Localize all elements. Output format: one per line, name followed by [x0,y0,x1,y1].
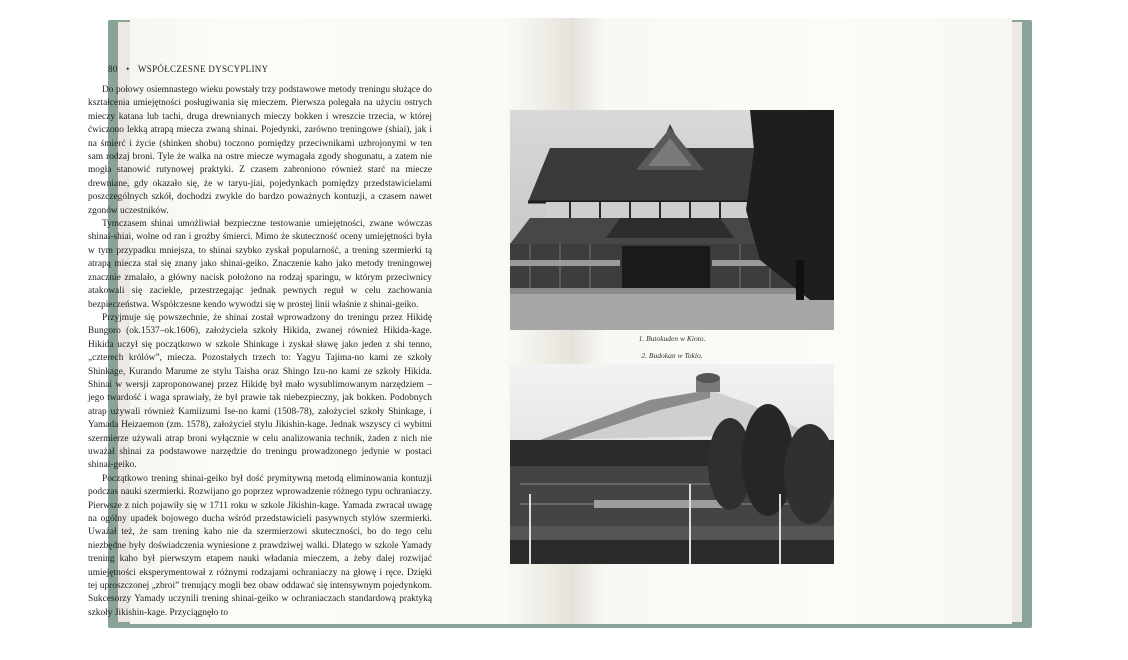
body-text [88,84,432,620]
page-number: 80 [108,64,118,74]
running-header [108,64,274,74]
paragraph: Do połowy osiemnastego wieku powstały trzy podstawowe metody treningu służące do kształcenia umiejętności posługiwania się mieczem. Pierwsza polegała na użyciu ostrych mieczy katana lub tachi, druga drewnianych mieczy bokken i wreszcie trzecia, w której ćwiczono lekką atrapą miecza zwaną shinai. Pojedynki, zarówno treningowe (shiai), jak i na śmierć i życie (shinken shobu) toczono pomiędzy przeciwnikami uzbrojonymi w ten sam rodzaj broni. Tyle że walka na ostre miecze wymagała zgody shogunatu, a zatem nie mogła stanowić rutynowej praktyki. Z czasem zabroniono również starć na miecze drewniane, gdy okazało się, że w taryu-jiai, pojedynkach pomiędzy przedstawicielami poszczególnych szkół, dochodzi zwykle do bardzo poważnych kontuzji, a czasem nawet zgonów uczestników. [88,85,432,216]
paragraph: Początkowo trening shinai-geiko był dość prymitywną metodą eliminowania kontuzji podczas nauki szermierki. Rozwijano go poprzez wprowadzenie różnego typu ochraniaczy. Pierwsze z nich pojawiły się w 1711 roku w szkole Jikishin-kage. Yamada zwracał uwagę na ogólny upadek bojowego ducha wśród przedstawicieli pasywnych stylów szermierki. Uważał też, że sam trening kaho nie da szermierzowi skuteczności, bo do tego celu niezbędne były doświadczenia wyniesione z prawdziwej walki. Dlatego w szkole Yamady trening kaho był pierwszym etapem nauki władania mieczem, a żeby dalej rozwijać umiejętności eksperymentował z różnymi rodzajami ochraniaczy na głowę i ręce. Dzięki tej uproszczonej „zbroi” trenujący mogli bez obaw oddawać się intensywnym pojedynkom. Sukcesorzy Yamady uczynili trening shinai-geiko w ochraniaczach standardową praktyką szkoły Jikishin-kage. Przyciągnęło to [88,473,432,618]
running-head-title: WSPÓŁCZESNE DYSCYPLINY [138,64,269,74]
butokuden-photo [510,110,834,330]
header-bullet: • [126,64,130,74]
caption-budokan: 2. Budokan w Tokio. [641,351,703,360]
paragraph: Tymczasem shinai umożliwiał bezpieczne testowanie umiejętności, zwane wówczas shinai-shiai, wolne od ran i groźby śmierci. Mimo że skuteczność oceny umiejętności była w tym przypadku mniejsza, to shinai szybko zyskał popularność, a trening szermierki tą atrapą miecza stał się znany jako shinai-geiko. Znaczenie kaho jako metody treningowej znacznie zmalało, a główny nacisk położono na rodzaj sparingu, w którym przeciwnicy atakowali się zaciekle, przestrzegając jednak pewnych reguł w celu zachowania bezpieczeństwa. Współczesne kendo wywodzi się w prostej linii właśnie z shinai-geiko. [88,219,432,310]
caption-butokuden: 1. Butokuden w Kioto. [638,334,706,343]
budokan-photo [510,364,834,564]
paragraph: Przyjmuje się powszechnie, że shinai został wprowadzony do treningu przez Hikidę Bungoro (ok.1537–ok.1606), założyciela szkoły Hikida, zwanej również Hikida-kage. Hikida uczył się początkowo w szkole Shinkage i zyskał sławę jako jeden z shi tenno, „czterech królów”, miecza. Pozostałych trzech to: Yagyu Tajima-no kami ze szkoły Shinkage, Kurando Marume ze stylu Taisha oraz Shingo Izu-no kami ze szkoły Hikida. Shinai w wersji zaproponowanej przez Hikidę był mało wysublimowanym narzędziem – jego twardość i waga sprawiały, że był prawie tak niebezpieczny, jak bokken. Podobnych atrap używali również Kamiizumi Ise-no kami (1508-78), założyciel szkoły Shinkage, i Yamada Heizaemon (zm. 1578), założyciel stylu Jikishin-kage. Jednak wszyscy ci wybitni szermierze używali atrap broni wyłącznie w celu analizowania technik, żaden z nich nie uważał shinai za podstawowe narzędzie do treningu prowadzonego jedynie w postaci shinai-geiko. [88,312,432,471]
